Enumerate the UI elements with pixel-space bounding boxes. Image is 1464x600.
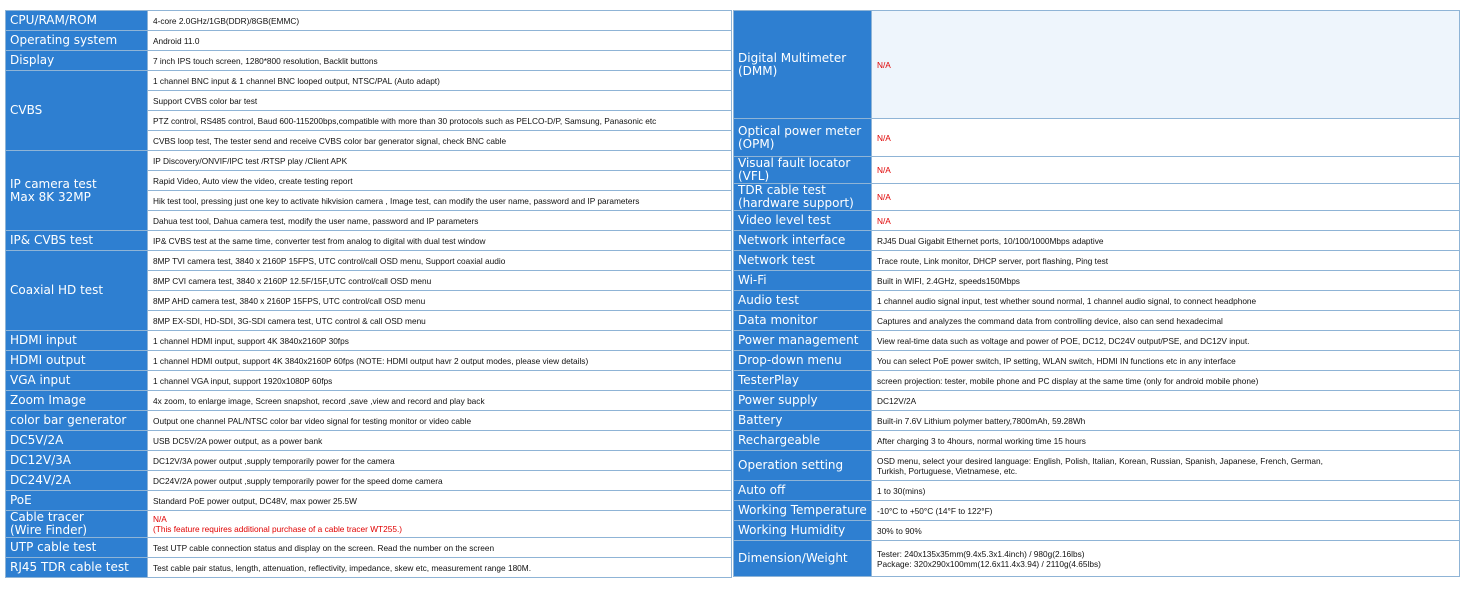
spec-value: 8MP CVI camera test, 3840 x 2160P 12.5F/15F,UTC control/call OSD menu: [148, 271, 732, 291]
spec-value: Hik test tool, pressing just one key to activate hikvision camera , Image test, can modify the user name, password and IP parameters: [148, 191, 732, 211]
spec-label-ip-cvbs-test: IP& CVBS test: [6, 231, 148, 251]
spec-label-working-temperature: Working Temperature: [734, 501, 872, 521]
spec-value: N/A: [872, 119, 1460, 157]
spec-label-testerplay: TesterPlay: [734, 371, 872, 391]
spec-row: [6, 151, 732, 171]
spec-label-data-monitor: Data monitor: [734, 311, 872, 331]
spec-row: [734, 291, 1460, 311]
spec-row: [6, 471, 732, 491]
spec-label-poe: PoE: [6, 491, 148, 511]
spec-row: [734, 331, 1460, 351]
spec-label-ip-camera-test-max-8k-32mp: [6, 151, 148, 231]
spec-value: IP& CVBS test at the same time, converter test from analog to digital with dual test window: [148, 231, 732, 251]
spec-row: [6, 491, 732, 511]
spec-row: [6, 371, 732, 391]
spec-value: RJ45 Dual Gigabit Ethernet ports, 10/100/1000Mbps adaptive: [872, 231, 1460, 251]
spec-value: 8MP AHD camera test, 3840 x 2160P 15FPS, UTC control/call OSD menu: [148, 291, 732, 311]
spec-value: Built-in 7.6V Lithium polymer battery,7800mAh, 59.28Wh: [872, 411, 1460, 431]
spec-row: [6, 51, 732, 71]
spec-value-line: OSD menu, select your desired language: English, Polish, Italian, Korean, Russian, Spanish, Japanese, French, German,: [877, 455, 1323, 466]
spec-row: [734, 451, 1460, 481]
spec-label-network-interface: Network interface: [734, 231, 872, 251]
spec-label-auto-off: Auto off: [734, 481, 872, 501]
spec-value: Test cable pair status, length, attenuation, reflectivity, impedance, skew etc, measurement range 180M.: [148, 558, 732, 578]
spec-value: Android 11.0: [148, 31, 732, 51]
spec-label-line: Visual fault locator: [738, 156, 851, 170]
spec-row: [734, 431, 1460, 451]
spec-value: N/A: [872, 211, 1460, 231]
spec-value: N/A: [872, 184, 1460, 211]
spec-label-cable-tracer-wire-finder: [6, 511, 148, 538]
spec-label-line: Digital Multimeter: [738, 50, 847, 65]
spec-table-right: [733, 10, 1460, 577]
spec-value: screen projection: tester, mobile phone and PC display at the same time (only for android mobile phone): [872, 371, 1460, 391]
spec-value: 1 channel BNC input & 1 channel BNC looped output, NTSC/PAL (Auto adapt): [148, 71, 732, 91]
spec-row: [6, 331, 732, 351]
spec-row: [734, 184, 1460, 211]
spec-label-operation-setting: Operation setting: [734, 451, 872, 481]
spec-row: [6, 11, 732, 31]
spec-row: [734, 119, 1460, 157]
spec-value-line: (This feature requires additional purchase of a cable tracer WT255.): [153, 524, 403, 534]
spec-label-power-management: Power management: [734, 331, 872, 351]
spec-label-digital-multimeter-dmm: [734, 11, 872, 119]
spec-label-display: Display: [6, 51, 148, 71]
spec-value: N/A: [872, 157, 1460, 184]
spec-label-dc12v-3a: DC12V/3A: [6, 451, 148, 471]
spec-label-line: (OPM): [738, 136, 775, 151]
spec-row: [6, 511, 732, 538]
spec-value: N/A: [872, 11, 1460, 119]
spec-label-dc5v-2a: DC5V/2A: [6, 431, 148, 451]
spec-value-line: Turkish, Portuguese, Vietnamese, etc.: [877, 465, 1018, 476]
spec-row: [6, 558, 732, 578]
spec-value: Built in WIFI, 2.4GHz, speeds150Mbps: [872, 271, 1460, 291]
spec-value: USB DC5V/2A power output, as a power bank: [148, 431, 732, 451]
spec-row: [734, 371, 1460, 391]
spec-label-battery: Battery: [734, 411, 872, 431]
spec-value: View real-time data such as voltage and power of POE, DC12, DC24V output/PSE, and DC12V input.: [872, 331, 1460, 351]
spec-value: Trace route, Link monitor, DHCP server, port flashing, Ping test: [872, 251, 1460, 271]
spec-label-dc24v-2a: DC24V/2A: [6, 471, 148, 491]
spec-value: You can select PoE power switch, IP setting, WLAN switch, HDMI IN functions etc in any interface: [872, 351, 1460, 371]
spec-label-vga-input: VGA input: [6, 371, 148, 391]
spec-label-video-level-test: Video level test: [734, 211, 872, 231]
spec-row: [734, 501, 1460, 521]
spec-value: DC12V/3A power output ,supply temporarily power for the camera: [148, 451, 732, 471]
spec-value-line: Package: 320x290x100mm(12.6x11.4x3.94) / 2110g(4.65lbs): [877, 558, 1101, 569]
spec-row: [6, 538, 732, 558]
spec-label-optical-power-meter-opm: [734, 119, 872, 157]
spec-row: [6, 451, 732, 471]
spec-table-left: [5, 10, 732, 578]
spec-value: 1 channel HDMI input, support 4K 3840x2160P 30fps: [148, 331, 732, 351]
spec-row: [734, 351, 1460, 371]
spec-label-rechargeable: Rechargeable: [734, 431, 872, 451]
spec-value: 1 channel audio signal input, test whether sound normal, 1 channel audio signal, to connect headphone: [872, 291, 1460, 311]
spec-label-working-humidity: Working Humidity: [734, 521, 872, 541]
spec-value: 1 channel VGA input, support 1920x1080P 60fps: [148, 371, 732, 391]
spec-label-network-test: Network test: [734, 251, 872, 271]
spec-value: CVBS loop test, The tester send and receive CVBS color bar generator signal, check BNC cable: [148, 131, 732, 151]
spec-label-color-bar-generator: color bar generator: [6, 411, 148, 431]
spec-row: [6, 251, 732, 271]
spec-row: [734, 231, 1460, 251]
spec-value: Output one channel PAL/NTSC color bar video signal for testing monitor or video cable: [148, 411, 732, 431]
spec-value: 1 to 30(mins): [872, 481, 1460, 501]
spec-label-line: Cable tracer: [10, 510, 84, 524]
spec-value: After charging 3 to 4hours, normal working time 15 hours: [872, 431, 1460, 451]
spec-label-drop-down-menu: Drop-down menu: [734, 351, 872, 371]
spec-label-operating-system: Operating system: [6, 31, 148, 51]
spec-value: 1 channel HDMI output, support 4K 3840x2160P 60fps (NOTE: HDMI output havr 2 output modes, please view details): [148, 351, 732, 371]
spec-row: [734, 411, 1460, 431]
spec-value: DC24V/2A power output ,supply temporarily power for the speed dome camera: [148, 471, 732, 491]
spec-label-utp-cable-test: UTP cable test: [6, 538, 148, 558]
spec-row: [734, 391, 1460, 411]
spec-value-line: N/A: [153, 514, 167, 524]
spec-value: [148, 511, 732, 538]
spec-value: [872, 541, 1460, 577]
spec-label-line: TDR cable test: [738, 183, 826, 197]
spec-row: [6, 411, 732, 431]
spec-label-line: Optical power meter: [738, 123, 862, 138]
spec-value: IP Discovery/ONVIF/IPC test /RTSP play /Client APK: [148, 151, 732, 171]
spec-row: [6, 431, 732, 451]
spec-label-rj45-tdr-cable-test: RJ45 TDR cable test: [6, 558, 148, 578]
spec-value: Standard PoE power output, DC48V, max power 25.5W: [148, 491, 732, 511]
spec-row: [6, 391, 732, 411]
spec-value: PTZ control, RS485 control, Baud 600-115200bps,compatible with more than 30 protocols such as PELCO-D/P, Samsung, Panasonic etc: [148, 111, 732, 131]
spec-label-line: (hardware support): [738, 196, 854, 210]
spec-value: Captures and analyzes the command data from controlling device, also can send hexadecimal: [872, 311, 1460, 331]
spec-value: 30% to 90%: [872, 521, 1460, 541]
spec-label-tdr-cable-test-hardware-support: [734, 184, 872, 211]
spec-label-line: (DMM): [738, 63, 778, 78]
spec-label-hdmi-output: HDMI output: [6, 351, 148, 371]
spec-row: [734, 311, 1460, 331]
spec-label-dimension-weight: Dimension/Weight: [734, 541, 872, 577]
spec-row: [734, 541, 1460, 577]
spec-row: [734, 211, 1460, 231]
spec-label-zoom-image: Zoom Image: [6, 391, 148, 411]
spec-label-coaxial-hd-test: Coaxial HD test: [6, 251, 148, 331]
spec-row: [6, 231, 732, 251]
spec-value: Rapid Video, Auto view the video, create testing report: [148, 171, 732, 191]
spec-label-wi-fi: Wi-Fi: [734, 271, 872, 291]
spec-label-line: IP camera test: [10, 176, 97, 191]
spec-row: [6, 31, 732, 51]
spec-value: 7 inch IPS touch screen, 1280*800 resolution, Backlit buttons: [148, 51, 732, 71]
spec-value: 8MP EX-SDI, HD-SDI, 3G-SDI camera test, UTC control & call OSD menu: [148, 311, 732, 331]
spec-row: [6, 351, 732, 371]
spec-row: [734, 157, 1460, 184]
spec-label-cvbs: CVBS: [6, 71, 148, 151]
spec-label-line: (VFL): [738, 169, 770, 183]
spec-label-hdmi-input: HDMI input: [6, 331, 148, 351]
spec-value: Dahua test tool, Dahua camera test, modify the user name, password and IP parameters: [148, 211, 732, 231]
spec-value: 4x zoom, to enlarge image, Screen snapshot, record ,save ,view and record and play back: [148, 391, 732, 411]
spec-value: Support CVBS color bar test: [148, 91, 732, 111]
spec-row: [734, 11, 1460, 119]
spec-label-visual-fault-locator-vfl: [734, 157, 872, 184]
spec-row: [734, 481, 1460, 501]
spec-label-audio-test: Audio test: [734, 291, 872, 311]
spec-value: 8MP TVI camera test, 3840 x 2160P 15FPS, UTC control/call OSD menu, Support coaxial audio: [148, 251, 732, 271]
spec-label-cpu-ram-rom: CPU/RAM/ROM: [6, 11, 148, 31]
spec-value: Test UTP cable connection status and display on the screen. Read the number on the screen: [148, 538, 732, 558]
spec-row: [734, 521, 1460, 541]
spec-label-line: (Wire Finder): [10, 523, 88, 537]
spec-value: -10°C to +50°C (14°F to 122°F): [872, 501, 1460, 521]
spec-value: 4-core 2.0GHz/1GB(DDR)/8GB(EMMC): [148, 11, 732, 31]
spec-row: [6, 71, 732, 91]
spec-value-line: Tester: 240x135x35mm(9.4x5.3x1.4inch) / 980g(2.16lbs): [877, 548, 1085, 559]
spec-label-power-supply: Power supply: [734, 391, 872, 411]
spec-row: [734, 271, 1460, 291]
spec-value: DC12V/2A: [872, 391, 1460, 411]
spec-label-line: Max 8K 32MP: [10, 189, 91, 204]
spec-value: [872, 451, 1460, 481]
spec-row: [734, 251, 1460, 271]
